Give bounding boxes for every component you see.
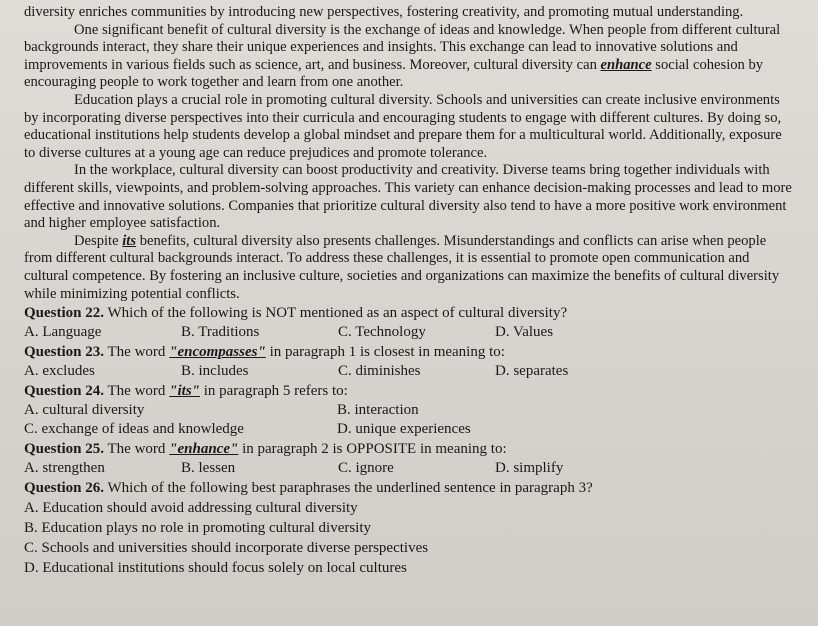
question-text-post: in paragraph 1 is closest in meaning to: [269,344,505,361]
p2-text-b: social cohesion by encouraging people to work together and learn from one another. [24,56,764,91]
question-26-options [24,498,796,578]
option-c[interactable]: C. ignore [338,460,394,477]
option-c[interactable]: C. Schools and universities should incorporate diverse perspectives [24,540,429,557]
question-25-options [24,459,796,478]
question-number: Question 23. [24,344,105,361]
option-c[interactable]: C. diminishes [338,363,421,380]
option-d[interactable]: D. Values [495,324,554,341]
question-number: Question 24. [24,383,105,400]
option-a[interactable]: A. Language [24,324,102,341]
question-25 [24,440,796,459]
passage-paragraph-5 [24,233,796,303]
passage-paragraph-4: In the workplace, cultural diversity can boost productivity and creativity. Diverse teams bring together individuals with different skills, viewpoints, and problem-solving approaches. This variety can enhance decision-making processes and lead to more effective and innovative solutions. Companies that prioritize cultural diversity also tend to have a more positive work environment and higher employee satisfaction. [24,162,792,232]
question-text-post: in paragraph 5 refers to: [203,383,348,400]
question-text: Which of the following is NOT mentioned as an aspect of cultural diversity? [107,305,568,322]
underlined-word-enhance: enhance [600,56,652,73]
question-24 [24,382,796,401]
option-d[interactable]: D. unique experiences [337,421,471,438]
question-text: Which of the following best paraphrases the underlined sentence in paragraph 3? [107,480,593,497]
option-b[interactable]: B. interaction [337,402,419,419]
option-d[interactable]: D. Educational institutions should focus solely on local cultures [24,560,407,577]
underlined-word-its: its [122,232,137,249]
question-24-options-row-2 [24,420,796,439]
question-text-pre: The word [107,383,166,400]
question-number: Question 26. [24,480,105,497]
question-keyword: "its" [169,383,200,400]
question-24-options-row-1 [24,401,796,420]
passage-paragraph-2 [24,22,796,92]
option-a[interactable]: A. Education should avoid addressing cultural diversity [24,500,358,517]
option-c[interactable]: C. Technology [338,324,426,341]
option-b[interactable]: B. lessen [181,460,236,477]
question-text-post: in paragraph 2 is OPPOSITE in meaning to: [242,441,507,458]
question-number: Question 22. [24,305,105,322]
question-number: Question 25. [24,441,105,458]
option-a[interactable]: A. cultural diversity [24,402,145,419]
p5-text-a: Despite [74,232,119,249]
question-text-pre: The word [107,344,166,361]
passage-paragraph-3: Education plays a crucial role in promoting cultural diversity. Schools and universities can create inclusive environments by incorporating diverse perspectives into their curricula and encouraging students to engage with different cultures. By doing so, educational institutions help students develop a global mindset and prepare them for a multicultural world. Additionally, exposure to diverse cultures at a young age can reduce prejudices and promote tolerance. [24,91,782,161]
option-c[interactable]: C. exchange of ideas and knowledge [24,421,244,438]
option-b[interactable]: B. Education plays no role in promoting cultural diversity [24,520,372,537]
question-22 [24,304,796,323]
question-23-options [24,362,796,381]
option-b[interactable]: B. includes [181,363,249,380]
option-d[interactable]: D. simplify [495,460,564,477]
question-keyword: "enhance" [169,441,239,458]
option-a[interactable]: A. strengthen [24,460,105,477]
question-keyword: "encompasses" [169,344,266,361]
p5-text-b: benefits, cultural diversity also presents challenges. Misunderstandings and conflicts can arise when people from different cultural backgrounds interact. To address these challenges, it is essential to promote open communication and cultural competence. By fostering an inclusive culture, societies and organizations can maximize the benefits of cultural diversity while minimizing potential conflicts. [24,232,780,302]
option-d[interactable]: D. separates [495,363,569,380]
option-b[interactable]: B. Traditions [181,324,260,341]
question-26 [24,479,796,498]
question-22-options [24,323,796,342]
question-text-pre: The word [107,441,166,458]
p2-text-a: One significant benefit of cultural diversity is the exchange of ideas and knowledge. When people from different cultural backgrounds interact, they share their unique experiences and insights. This exchange can lead to innovative solutions and improvements in various fields such as science, art, and business. Moreover, cultural diversity can [24,21,781,73]
question-23 [24,343,796,362]
passage-paragraph-1: diversity enriches communities by introducing new perspectives, fostering creativity, and promoting mutual understanding. [24,4,744,20]
option-a[interactable]: A. excludes [24,363,95,380]
